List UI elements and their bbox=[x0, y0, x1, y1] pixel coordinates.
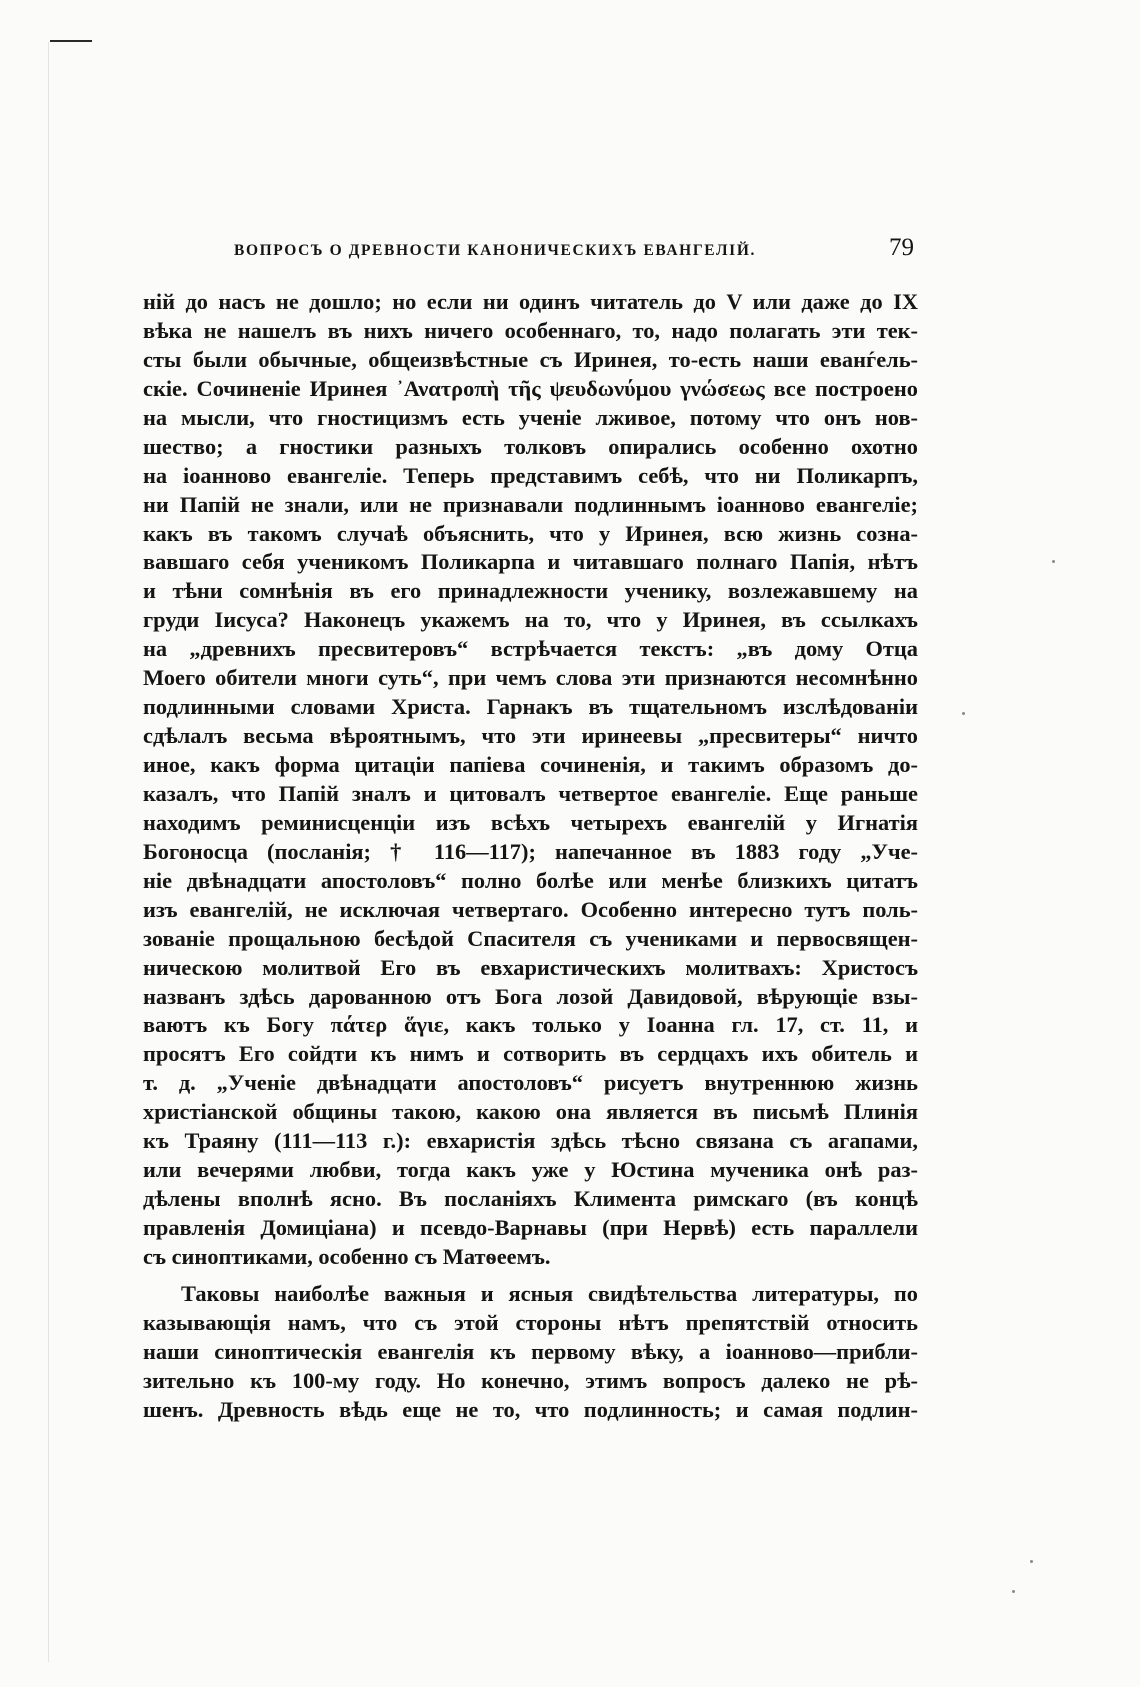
text-line: Богоносца (посланія; † 116—117); напечанное въ 1883 году „Уче- bbox=[143, 838, 918, 864]
text-line: и тѣни сомнѣнія въ его принадлежности ученику, возлежавшему на bbox=[143, 578, 918, 604]
text-line: казалъ, что Папій зналъ и цитовалъ четвертое евангеліе. Еще раньше bbox=[143, 780, 918, 806]
text-line: зительно къ 100-му году. Но конечно, этимъ вопросъ далеко не рѣ- bbox=[143, 1367, 918, 1393]
page-text bbox=[143, 288, 918, 1425]
running-title: ВОПРОСЪ О ДРЕВНОСТИ КАНОНИЧЕСКИХЪ ЕВАНГЕЛІЙ. bbox=[234, 242, 756, 259]
text-line: просятъ Его сойдти къ нимъ и сотворить въ сердцахъ ихъ обитель и bbox=[143, 1041, 918, 1067]
text-line: наши синоптическія евангелія къ первому вѣку, а іоанново—прибли- bbox=[143, 1338, 918, 1364]
text-line: на мысли, что гностицизмъ есть ученіе лживое, потому что онъ нов- bbox=[143, 404, 918, 430]
text-line: къ Траяну (111—113 г.): евхаристія здѣсь тѣсно связана съ агапами, bbox=[143, 1128, 918, 1154]
text-line: скіе. Сочиненіе Иринея ᾿Ανατροπὴ τῆς ψευδωνύμου γνώσεως все построено bbox=[143, 375, 918, 401]
text-line: находимъ реминисценціи изъ всѣхъ четырехъ евангелій у Игнатія bbox=[143, 809, 918, 835]
text-line: или вечерями любви, тогда какъ уже у Юстина мученика онѣ раз- bbox=[143, 1157, 918, 1183]
text-line: правленія Домиціана) и псевдо-Варнавы (при Нервѣ) есть параллели bbox=[143, 1215, 918, 1240]
text-line: казывающія намъ, что съ этой стороны нѣтъ препятствій относить bbox=[143, 1309, 918, 1335]
text-line: дѣлены вполнѣ ясно. Въ посланіяхъ Климента римскаго (въ концѣ bbox=[143, 1186, 918, 1212]
text-line: ваютъ къ Богу πάτερ ἅγιε, какъ только у Іоанна гл. 17, ст. 11, и bbox=[143, 1012, 918, 1038]
corner-rule bbox=[50, 40, 92, 42]
text-line: Таковы наиболѣе важныя и ясныя свидѣтельства литературы, по bbox=[181, 1280, 918, 1306]
text-line: Моего обители многи суть“, при чемъ слова эти признаются несомнѣнно bbox=[143, 665, 918, 691]
text-line: ническою молитвой Его въ евхаристическихъ молитвахъ: Христосъ bbox=[143, 954, 918, 980]
scan-speck bbox=[962, 712, 965, 715]
paragraph-1 bbox=[143, 288, 918, 1272]
text-line: вавшаго себя ученикомъ Поликарпа и читавшаго полнаго Папія, нѣтъ bbox=[143, 549, 918, 575]
scan-speck bbox=[1030, 1560, 1033, 1563]
text-line: иное, какъ форма цитаціи папіева сочиненія, и такимъ образомъ до- bbox=[143, 752, 918, 777]
text-line: зованіе прощальною бесѣдой Спасителя съ учениками и первосвящен- bbox=[143, 925, 918, 951]
text-line: христіанской общины такою, какою она является въ письмѣ Плинія bbox=[143, 1099, 918, 1125]
text-line: ній до насъ не дошло; но если ни одинъ читатель до V или даже до IX bbox=[143, 289, 918, 314]
text-line: подлинными словами Христа. Гарнакъ въ тщательномъ изслѣдованіи bbox=[143, 694, 918, 720]
page-left-edge bbox=[48, 42, 49, 1662]
text-line: т. д. „Ученіе двѣнадцати апостоловъ“ рисуетъ внутреннюю жизнь bbox=[143, 1070, 918, 1096]
text-line: шенъ. Древность вѣдь еще не то, что подлинность; и самая подлин- bbox=[143, 1396, 918, 1422]
text-line: ніе двѣнадцати апостоловъ“ полно болѣе или менѣе близкихъ цитатъ bbox=[143, 867, 918, 893]
text-line: какъ въ такомъ случаѣ объяснить, что у Иринея, всю жизнь созна- bbox=[143, 520, 918, 546]
text-line: названъ здѣсь дарованною отъ Бога лозой Давидовой, вѣрующіе взы- bbox=[143, 983, 918, 1009]
running-head bbox=[234, 234, 914, 270]
text-line: на „древнихъ пресвитеровъ“ встрѣчается текстъ: „въ дому Отца bbox=[143, 636, 918, 662]
text-line: сты были обычные, общеизвѣстные съ Иринея, то-есть наши еванѓель- bbox=[143, 346, 918, 372]
text-line: вѣка не нашелъ въ нихъ ничего особеннаго, то, надо полагать эти тек- bbox=[143, 317, 918, 343]
page-number: 79 bbox=[889, 234, 914, 261]
text-line: изъ евангелій, не исключая четвертаго. Особенно интересно тутъ поль- bbox=[143, 896, 918, 922]
text-line: сдѣлалъ весьма вѣроятнымъ, что эти иринеевы „пресвитеры“ ничто bbox=[143, 723, 918, 749]
paragraph-gap bbox=[143, 1272, 918, 1280]
scan-speck bbox=[1012, 1590, 1015, 1593]
text-line: груди Іисуса? Наконецъ укажемъ на то, что у Иринея, въ ссылкахъ bbox=[143, 607, 918, 633]
text-line: на іоанново евангеліе. Теперь представимъ себѣ, что ни Поликарпъ, bbox=[143, 462, 918, 488]
text-line: съ синоптиками, особенно съ Матѳеемъ. bbox=[143, 1243, 551, 1269]
text-line: шество; а гностики разныхъ толковъ опирались особенно охотно bbox=[143, 433, 918, 459]
text-line: ни Папій не знали, или не признавали подлиннымъ іоанново евангеліе; bbox=[143, 491, 918, 517]
scan-speck bbox=[1052, 560, 1055, 563]
paragraph-2 bbox=[143, 1280, 918, 1425]
